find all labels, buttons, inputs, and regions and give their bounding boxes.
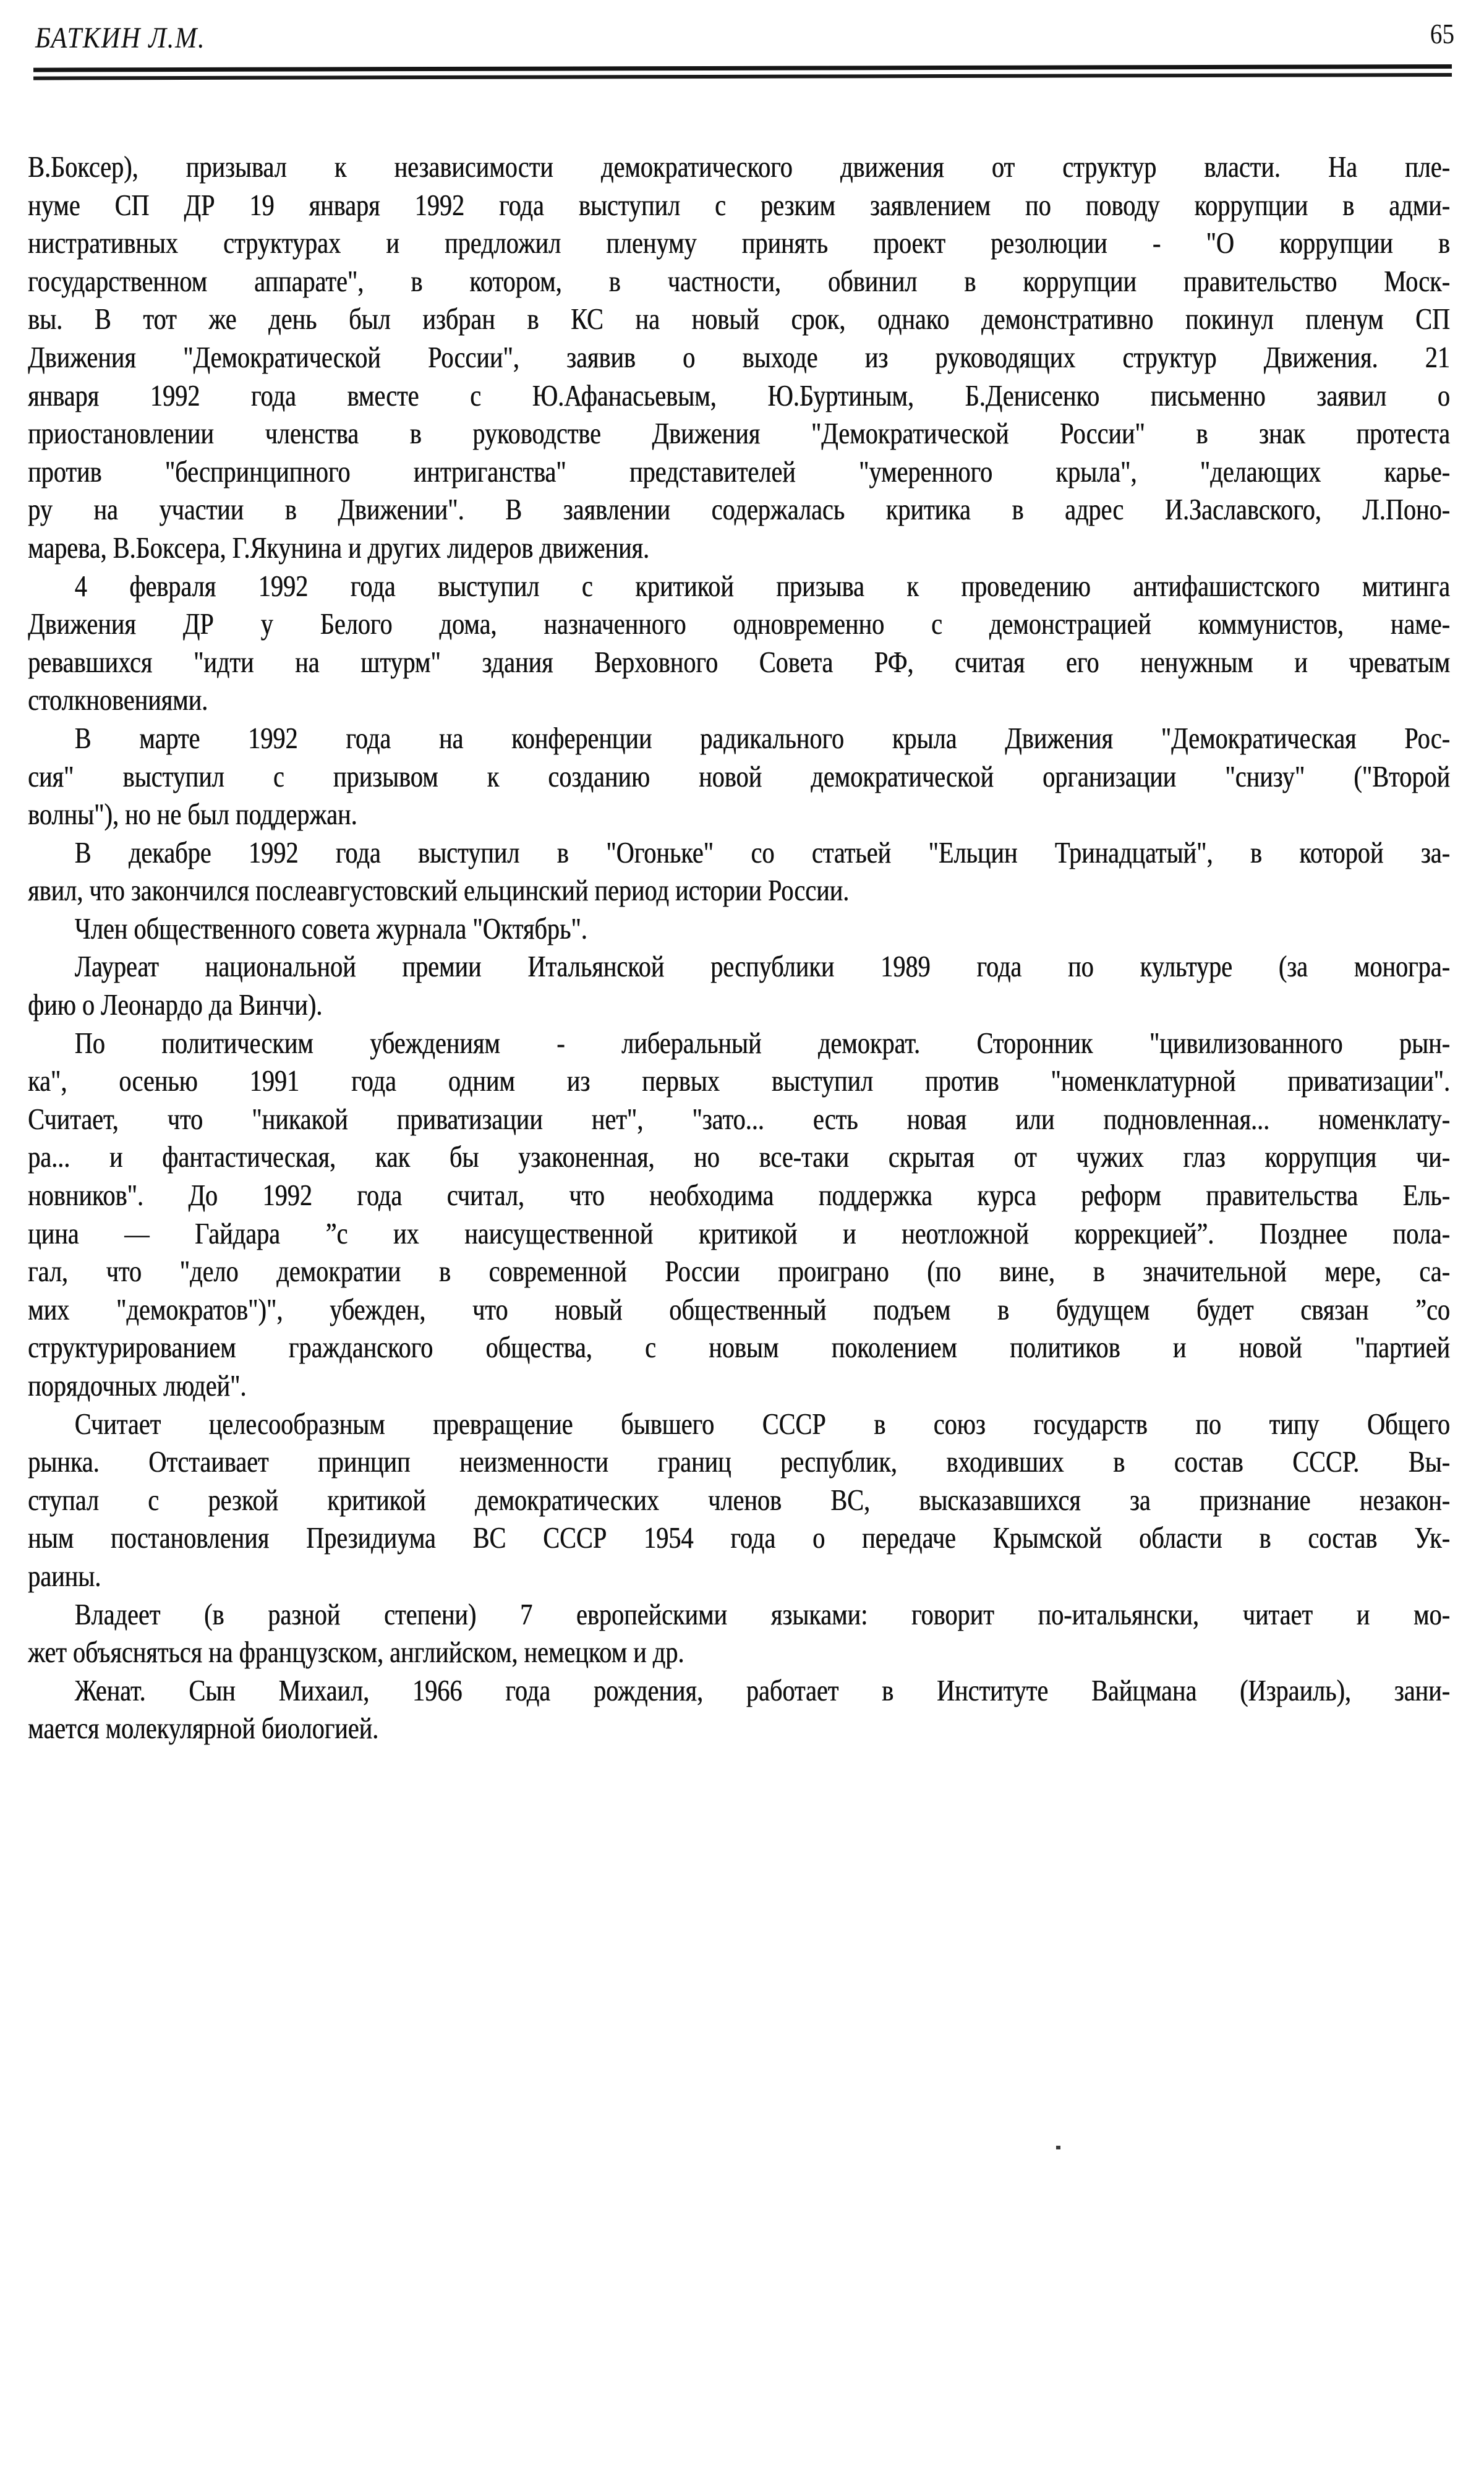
text-line: Движения ДР у Белого дома, назначенного одновременно с демонстрацией коммунистов, наме- (28, 607, 1450, 641)
text-line: ру на участии в Движении". В заявлении содержалась критика в адрес И.Заславского, Л.Поно- (28, 492, 1450, 527)
text-line: явил, что закончился послеавгустовский ельцинский период истории России. (28, 873, 850, 908)
text-line: нистративных структурах и предложил пленуму принять проект резолюции - "О коррупции в (28, 226, 1450, 260)
body-text-column (28, 148, 1451, 1747)
text-line: января 1992 года вместе с Ю.Афанасьевым, Ю.Буртиным, Б.Денисенко письменно заявил о (28, 378, 1450, 412)
text-line: против "беспринципного интриганства" представителей "умеренного крыла", "делающих карье- (28, 454, 1450, 489)
text-line: ра... и фантастическая, как бы узаконенная, но все-таки скрытая от чужих глаз коррупция чи- (28, 1140, 1450, 1174)
text-line: вы. В тот же день был избран в КС на новый срок, однако демонстративно покинул пленум СП (28, 302, 1450, 336)
text-line: В декабре 1992 года выступил в "Огоньке" со статьей "Ельцин Тринадцатый", в которой за- (74, 835, 1450, 869)
text-line: Считает целесообразным превращение бывшего СССР в союз государств по типу Общего (74, 1406, 1450, 1441)
text-line: государственном аппарате", в котором, в частности, обвинил в коррупции правительство Моск- (28, 263, 1450, 298)
text-line: гал, что "дело демократии в современной России проиграно (по вине, в значительной мере, са- (28, 1254, 1450, 1289)
text-line: приостановлении членства в руководстве Движения "Демократической России" в знак протеста (28, 416, 1450, 451)
scan-artifact-speck (1056, 2146, 1060, 2149)
text-line: столкновениями. (28, 683, 208, 717)
text-line: Женат. Сын Михаил, 1966 года рождения, работает в Институте Вайцмана (Израиль), зани- (74, 1673, 1450, 1707)
text-line: цина — Гайдара ”с их наисущественной критикой и неотложной коррекцией”. Позднее пола- (28, 1216, 1450, 1250)
text-line: нуме СП ДР 19 января 1992 года выступил с резким заявлением по поводу коррупции в адми- (28, 187, 1450, 222)
text-line: фию о Леонардо да Винчи). (28, 988, 323, 1022)
divider-top-line (33, 64, 1452, 72)
text-line: ка", осенью 1991 года одним из первых выступил против "номенклатурной приватизации". (28, 1064, 1450, 1098)
text-line: сия" выступил с призывом к созданию новой демократической организации "снизу" ("Второй (28, 759, 1450, 793)
text-line: раины. (28, 1558, 101, 1593)
text-line: Лауреат национальной премии Итальянской республики 1989 года по культуре (за моногра- (74, 949, 1450, 984)
text-line: мается молекулярной биологией. (28, 1711, 379, 1746)
text-line: ступал с резкой критикой демократических членов ВС, высказавшихся за признание незакон- (28, 1482, 1450, 1517)
text-line: Член общественного совета журнала "Октябрь". (74, 911, 587, 945)
text-line: ным постановления Президиума ВС СССР 1954 года о передаче Крымской области в состав Ук- (28, 1521, 1450, 1555)
text-line: ревавшихся "идти на штурм" здания Верховного Совета РФ, считая его ненужным и чреватым (28, 644, 1450, 679)
text-line: структурированием гражданского общества, с новым поколением политиков и новой "партией (28, 1330, 1450, 1365)
text-line: Считает, что "никакой приватизации нет", "зато... есть новая или подновленная... номенклату- (28, 1101, 1450, 1136)
text-line: порядочных людей". (28, 1368, 247, 1402)
page-number: 65 (1430, 18, 1454, 49)
text-line: новников". До 1992 года считал, что необходима поддержка курса реформ правительства Ель- (28, 1178, 1450, 1213)
text-line: 4 февраля 1992 года выступил с критикой призыва к проведению антифашистского митинга (74, 568, 1450, 603)
text-line: жет объясняться на французском, английском, немецком и др. (28, 1635, 684, 1670)
text-line: По политическим убеждениям - либеральный демократ. Сторонник "цивилизованного рын- (74, 1025, 1450, 1060)
header-divider (33, 64, 1452, 80)
text-line: волны"), но не был поддержан. (28, 797, 357, 832)
text-line: марева, В.Боксера, Г.Якунина и других лидеров движения. (28, 530, 649, 565)
divider-bottom-line (33, 73, 1452, 80)
text-line: Движения "Демократической России", заявив о выходе из руководящих структур Движения. 21 (28, 339, 1450, 374)
body-text (28, 148, 1450, 1747)
text-line: В марте 1992 года на конференции радикального крыла Движения "Демократическая Рос- (74, 720, 1450, 755)
text-line: Владеет (в разной степени) 7 европейскими языками: говорит по-итальянски, читает и мо- (74, 1597, 1450, 1631)
text-line: В.Боксер), призывал к независимости демократического движения от структур власти. На пле- (28, 150, 1450, 184)
text-line: рынка. Отстаивает принцип неизменности границ республик, входивших в состав СССР. Вы- (28, 1444, 1450, 1479)
text-line: мих "демократов")", убежден, что новый общественный подъем в будущем будет связан ”со (28, 1292, 1450, 1326)
running-title: БАТКИН Л.М. (35, 22, 206, 54)
